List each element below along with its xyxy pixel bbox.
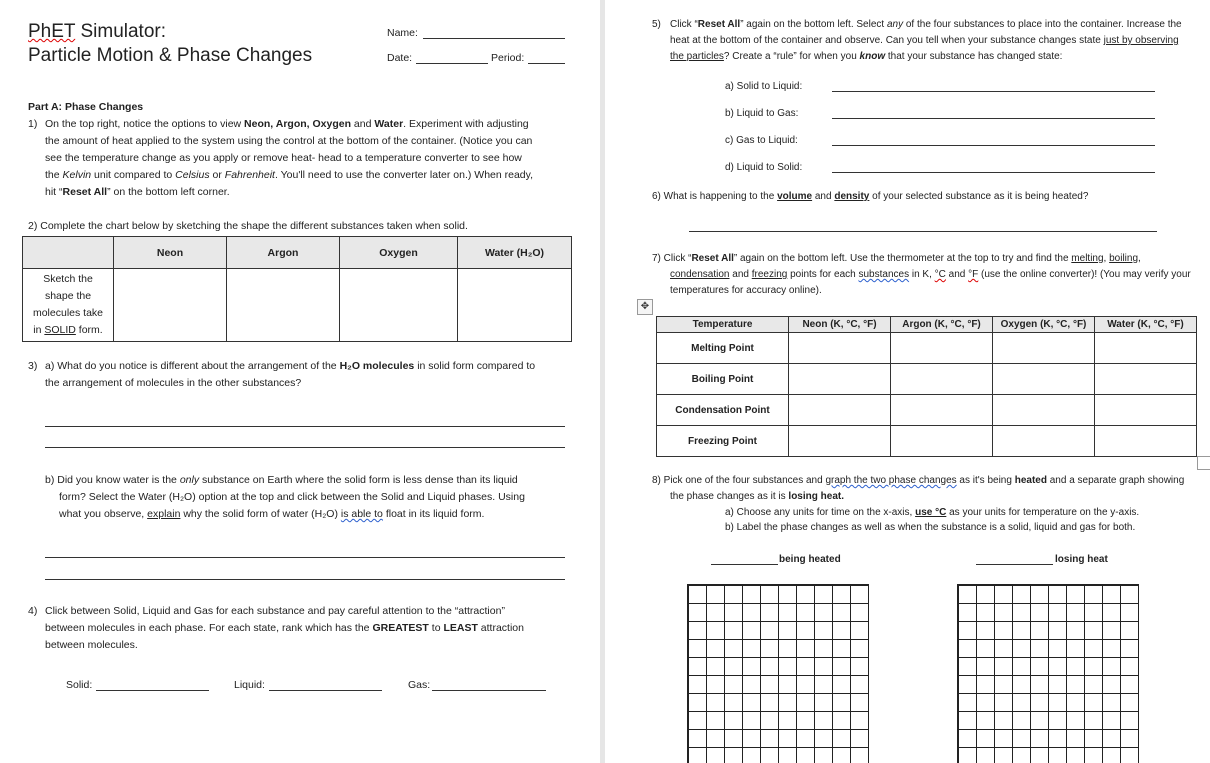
q6-text: and: [812, 191, 835, 202]
q5-line-1: [670, 16, 1182, 33]
q4-line-1: Click between Solid, Liquid and Gas for each substance and pay careful attention to the “attraction”: [45, 605, 505, 617]
q7-text: ,: [1138, 253, 1141, 264]
q8-text: as it's being: [956, 475, 1015, 486]
q6-volume: volume: [777, 191, 813, 202]
q5-text: Click “: [670, 19, 698, 30]
q7-fahrenheit: °F: [968, 269, 979, 280]
period-label: Period:: [491, 52, 525, 64]
q5-know: know: [859, 51, 886, 62]
q3b-line-2: form? Select the Water (H₂O) option at the top and click between the Solid and Liquid phases. Using: [59, 491, 525, 503]
q1-celsius: Celsius: [175, 169, 210, 181]
q3b-explain: explain: [147, 508, 181, 520]
sketch-cell-water[interactable]: [458, 269, 572, 342]
row-freezing-point: Freezing Point: [657, 426, 789, 457]
table-cell[interactable]: [891, 333, 993, 364]
q1-water: Water: [374, 118, 404, 130]
q4-text: to: [428, 622, 444, 634]
q1-fahrenheit: Fahrenheit: [224, 169, 275, 181]
q1-text: . Experiment with adjusting: [403, 118, 529, 130]
q4-line-2: [45, 620, 524, 637]
q4-line-3: between molecules.: [45, 639, 138, 651]
q5-number: 5): [652, 19, 661, 30]
header-neon: Neon: [114, 237, 227, 269]
being-heated-label: being heated: [779, 554, 841, 565]
q8-losing-heat: losing heat.: [788, 491, 844, 502]
solid-field[interactable]: [96, 690, 209, 691]
q4-greatest: GREATEST: [372, 622, 429, 634]
q6-answer-line[interactable]: [689, 231, 1157, 232]
q1-text: On the top right, notice the options to view: [45, 118, 245, 130]
q7-line-3: temperatures for accuracy online).: [670, 285, 822, 296]
table-cell[interactable]: [789, 395, 891, 426]
q8-text: as your units for temperature on the y-axis.: [946, 507, 1140, 518]
table-cell[interactable]: [891, 426, 993, 457]
heating-graph-grid[interactable]: [687, 584, 869, 763]
row-condensation-point: Condensation Point: [657, 395, 789, 426]
q5-item-c: c) Gas to Liquid:: [725, 135, 798, 146]
sketch-cell-neon[interactable]: [114, 269, 227, 342]
q5-reset-all: Reset All: [697, 19, 741, 30]
table-cell[interactable]: [993, 333, 1095, 364]
q8-use-c: use °C: [915, 507, 947, 518]
row-label-solid: SOLID: [44, 324, 76, 336]
q5-answer-line[interactable]: [832, 172, 1155, 173]
q3b-line-1: [45, 472, 518, 489]
title-line-1: [28, 20, 166, 44]
q8-text: and a separate graph showing: [1046, 475, 1185, 486]
part-a-heading: Part A: Phase Changes: [28, 101, 144, 113]
row-boiling-point: Boiling Point: [657, 364, 789, 395]
q8-text: the phase changes as it is: [670, 491, 789, 502]
header-water: Water (K, °C, °F): [1095, 317, 1197, 333]
gas-label: Gas:: [408, 679, 431, 691]
header-argon: Argon: [227, 237, 340, 269]
row-label-text: in: [33, 324, 45, 336]
q3b-answer-line[interactable]: [45, 557, 565, 558]
q7-text: 7) Click “: [652, 253, 692, 264]
q4-text: between molecules in each phase. For each state, rank which has the: [45, 622, 373, 634]
table-cell[interactable]: [1095, 426, 1197, 457]
table-cell[interactable]: [993, 364, 1095, 395]
table-cell[interactable]: [891, 395, 993, 426]
worksheet-page-2: [605, 0, 1210, 763]
q1-text: and: [351, 118, 375, 130]
q3b-answer-line[interactable]: [45, 579, 565, 580]
q7-text: (use the online converter)! (You may verify your: [978, 269, 1191, 280]
q5-text: heat at the bottom of the container and observe. Can you tell when your substance changes state: [670, 35, 1104, 46]
q3b-only: only: [179, 474, 200, 486]
table-row: [657, 395, 1197, 426]
sketch-cell-oxygen[interactable]: [340, 269, 458, 342]
table-cell[interactable]: [1095, 333, 1197, 364]
table-move-handle-icon[interactable]: ✥: [637, 299, 653, 315]
q5-item-d: d) Liquid to Solid:: [725, 162, 803, 173]
q5-text: that your substance has changed state:: [885, 51, 1063, 62]
q6-text: 6) What is happening to the: [652, 191, 778, 202]
liquid-label: Liquid:: [234, 679, 265, 691]
q7-text: and: [945, 269, 969, 280]
q5-item-a: a) Solid to Liquid:: [725, 81, 803, 92]
header-blank: [23, 237, 114, 269]
q5-any: any: [886, 19, 904, 30]
q2-text: 2) Complete the chart below by sketching the shape the different substances taken when solid.: [28, 220, 468, 232]
row-melting-point: Melting Point: [657, 333, 789, 364]
q3a-text: a) What do you notice is different about the arrangement of the: [45, 360, 340, 372]
q1-text: ” on the bottom left corner.: [107, 186, 230, 198]
q8-line-1: [652, 472, 1184, 489]
q5-answer-line[interactable]: [832, 91, 1155, 92]
q1-substances: Neon, Argon, Oxygen: [244, 118, 352, 130]
q7-melting: melting: [1071, 253, 1104, 264]
name-label: Name:: [387, 27, 418, 39]
q3a-answer-line[interactable]: [45, 426, 565, 427]
losing-heat-label: losing heat: [1055, 554, 1108, 565]
date-field[interactable]: [416, 63, 488, 64]
q1-line-3: see the temperature change as you apply or remove heat- head to a temperature converter to see how: [45, 152, 522, 164]
table-header-row: [23, 237, 572, 269]
table-cell[interactable]: [1095, 364, 1197, 395]
header-oxygen: Oxygen (K, °C, °F): [993, 317, 1095, 333]
q8-text: a) Choose any units for time on the x-axis,: [725, 507, 916, 518]
q4-least: LEAST: [443, 622, 478, 634]
q3b-text: float in its liquid form.: [382, 508, 485, 520]
q7-line-1: [652, 250, 1141, 267]
q7-substances: substances: [858, 269, 910, 280]
q3b-line-3: [59, 506, 484, 523]
q7-freezing: freezing: [751, 269, 788, 280]
period-field[interactable]: [528, 63, 565, 64]
q1-text: the: [45, 169, 63, 181]
title-rest: Simulator:: [75, 21, 166, 42]
q6-text: of your selected substance as it is being heated?: [869, 191, 1089, 202]
q3b-text: substance on Earth where the solid form is less dense than its liquid: [199, 474, 518, 486]
q8-line-2: [670, 488, 844, 505]
losing-substance-field[interactable]: [976, 564, 1053, 565]
temperature-table: [656, 316, 1197, 457]
table-cell[interactable]: [993, 426, 1095, 457]
title-line-2: Particle Motion & Phase Changes: [28, 45, 313, 66]
cooling-graph-grid[interactable]: [957, 584, 1139, 763]
q1-reset-all: Reset All: [62, 186, 108, 198]
q5-text: of the four substances to place into the container. Increase the: [903, 19, 1182, 30]
q3a-h2o: H₂O molecules: [339, 360, 415, 372]
row-label-line: [23, 322, 113, 339]
q1-text: . You'll need to use the converter later on.) When ready,: [274, 169, 534, 181]
row-label-sketch: [23, 269, 114, 342]
q6-density: density: [834, 191, 870, 202]
q7-boiling: boiling: [1109, 253, 1139, 264]
table-cell[interactable]: [891, 364, 993, 395]
table-row: [657, 364, 1197, 395]
q4-number: 4): [28, 605, 38, 617]
table-row: [657, 426, 1197, 457]
table-cell[interactable]: [789, 333, 891, 364]
row-label-text: form.: [75, 324, 103, 336]
header-neon: Neon (K, °C, °F): [789, 317, 891, 333]
q1-text: or: [209, 169, 225, 181]
q5-text: ” again on the bottom left. Select: [740, 19, 887, 30]
sketch-cell-argon[interactable]: [227, 269, 340, 342]
q8-text: 8) Pick one of the four substances and: [652, 475, 826, 486]
liquid-field[interactable]: [269, 690, 382, 691]
q7-celsius: °C: [934, 269, 946, 280]
q3b-text: b) Did you know water is the: [45, 474, 180, 486]
q7-text: ,: [1103, 253, 1110, 264]
row-label-line: shape the: [44, 290, 92, 302]
name-field[interactable]: [423, 38, 565, 39]
header-temperature: Temperature: [657, 317, 789, 333]
q3a-line-1: [45, 358, 535, 375]
worksheet-page-1: [0, 0, 600, 763]
header-water: Water (H₂O): [458, 237, 572, 269]
q8-heated: heated: [1014, 475, 1047, 486]
q7-text: in K,: [909, 269, 935, 280]
solid-label: Solid:: [66, 679, 93, 691]
q3-number: 3): [28, 360, 38, 372]
q3a-line-2: the arrangement of molecules in the other substances?: [45, 377, 302, 389]
q7-reset-all: Reset All: [691, 253, 734, 264]
q1-text: hit “: [45, 186, 63, 198]
q5-line-3: [670, 48, 1062, 65]
q5-item-b: b) Liquid to Gas:: [725, 108, 799, 119]
q1-number: 1): [28, 118, 38, 130]
table-row: [23, 269, 572, 342]
q3b-text: what you observe,: [59, 508, 148, 520]
q7-line-2: [670, 266, 1191, 283]
q8-item-b: b) Label the phase changes as well as when the substance is a solid, liquid and gas for both.: [725, 522, 1136, 533]
q7-condensation: condensation: [670, 269, 730, 280]
table-cell[interactable]: [789, 426, 891, 457]
q8-graph-phrase: graph the two phase changes: [825, 475, 957, 486]
q7-text: and: [729, 269, 752, 280]
row-label-line: molecules take: [32, 307, 104, 319]
q1-line-4: [45, 167, 533, 184]
gas-field[interactable]: [432, 690, 546, 691]
table-row: [657, 333, 1197, 364]
header-oxygen: Oxygen: [340, 237, 458, 269]
q7-text: ” again on the bottom left. Use the thermometer at the top to try and find the: [733, 253, 1072, 264]
q5-answer-line[interactable]: [832, 145, 1155, 146]
row-label-line: Sketch the: [43, 273, 93, 285]
table-cell[interactable]: [1095, 395, 1197, 426]
q7-text: points for each: [787, 269, 859, 280]
q3b-is-able-to: is able to: [340, 508, 383, 520]
solid-sketch-table: [22, 236, 572, 342]
q5-text: ? Create a “rule” for when you: [723, 51, 860, 62]
q1-line-5: [45, 184, 230, 201]
q3b-text: why the solid form of water (H₂O): [180, 508, 341, 520]
q5-just-by-observing: just by observing: [1103, 35, 1179, 46]
brand-text: PhET: [28, 21, 76, 42]
q1-kelvin: Kelvin: [62, 169, 92, 181]
q6-line: [652, 188, 1088, 205]
q5-the-particles: the particles: [670, 51, 724, 62]
date-label: Date:: [387, 52, 413, 64]
header-argon: Argon (K, °C, °F): [891, 317, 993, 333]
heated-substance-field[interactable]: [711, 564, 778, 565]
table-cell[interactable]: [789, 364, 891, 395]
q1-line-2: the amount of heat applied to the system using the control at the bottom of the container. (Notice you can: [45, 135, 533, 147]
q1-line-1: [45, 116, 529, 133]
q3a-answer-line[interactable]: [45, 447, 565, 448]
q3a-text: in solid form compared to: [414, 360, 536, 372]
q1-text: unit compared to: [91, 169, 176, 181]
table-cell[interactable]: [993, 395, 1095, 426]
q5-line-2: [670, 32, 1179, 49]
table-header-row: [657, 317, 1197, 333]
table-resize-handle-icon[interactable]: [1197, 456, 1210, 470]
q4-text: attraction: [477, 622, 524, 634]
q5-answer-line[interactable]: [832, 118, 1155, 119]
